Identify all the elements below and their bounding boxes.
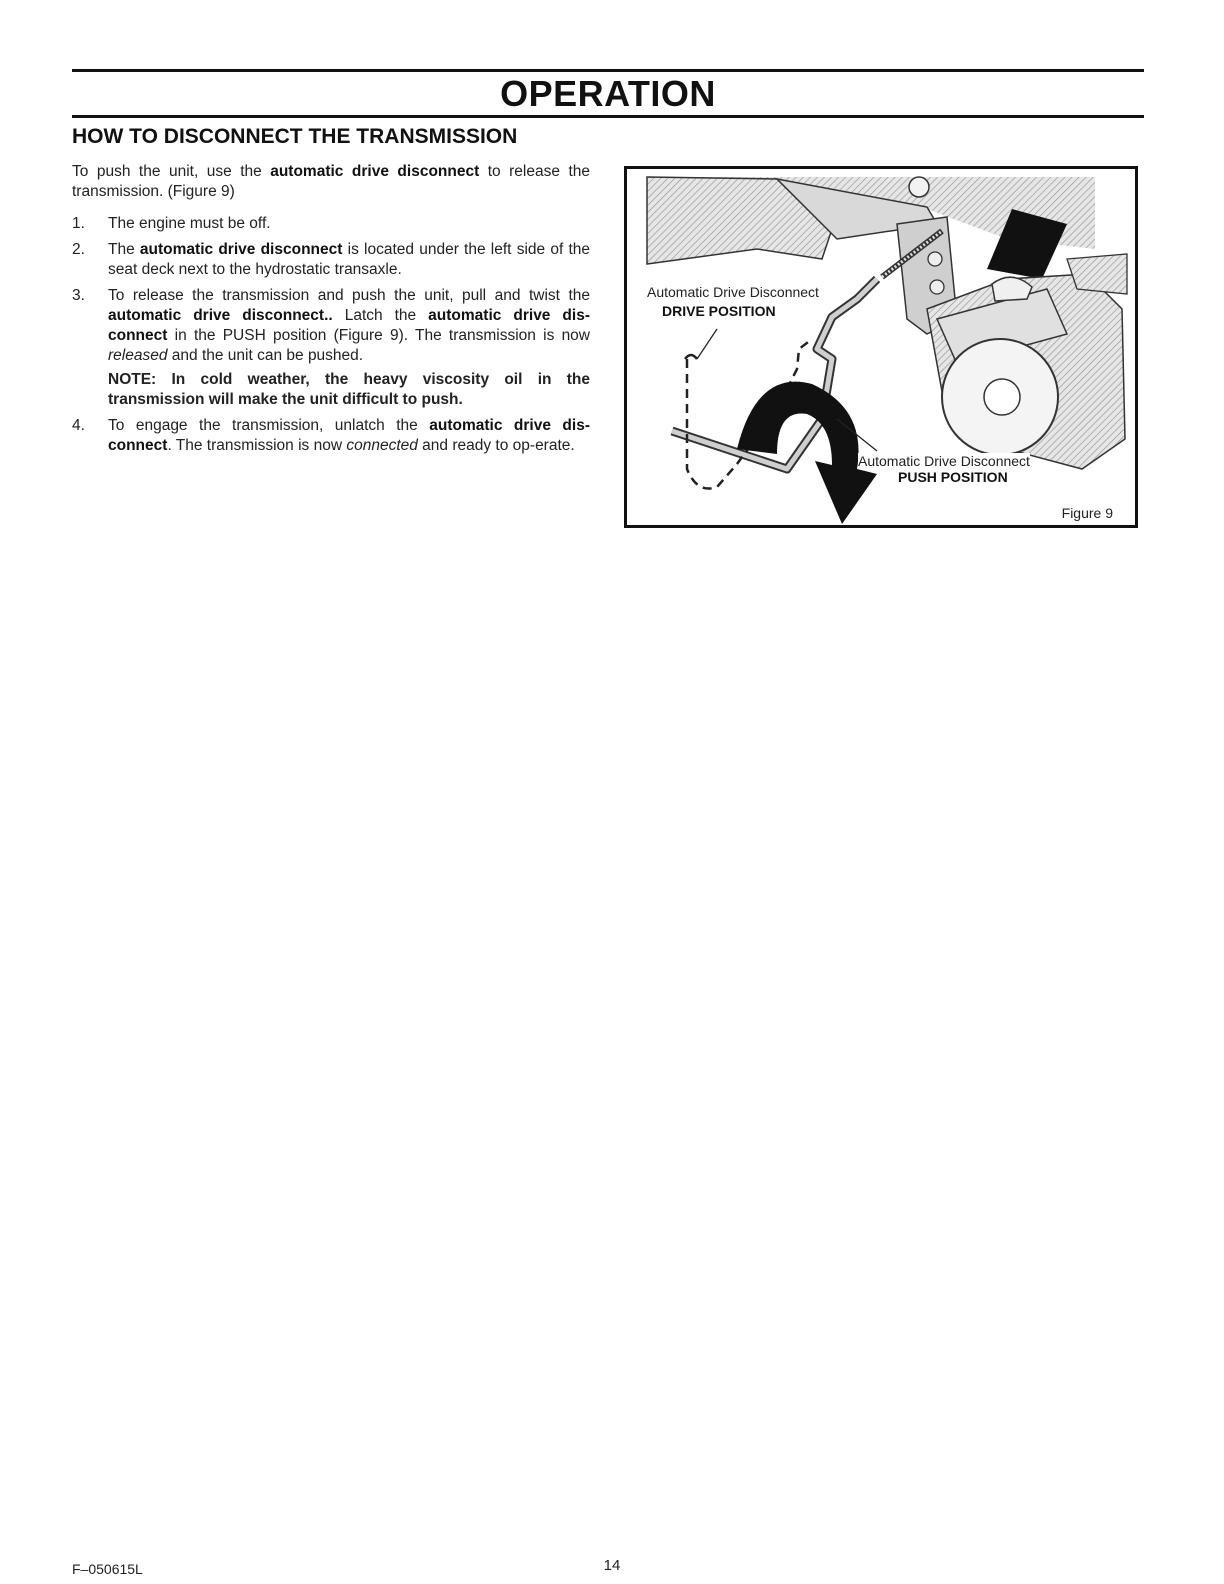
page-number: 14	[603, 1557, 621, 1574]
linkage-arm	[1067, 254, 1127, 294]
step-text: and ready to op-erate.	[417, 437, 575, 454]
step-text: Latch the	[332, 307, 429, 324]
step-text: To release the transmission and push the unit, pull and twist the	[108, 287, 590, 304]
step-2	[72, 240, 590, 280]
intro-text-end: to release the transmission. (Figure 9)	[72, 163, 590, 200]
push-label-name: Automatic Drive Disconnect	[858, 453, 1030, 469]
twist-arrow-icon	[737, 382, 877, 524]
push-label-position: PUSH POSITION	[898, 469, 1008, 485]
bolt-icon	[930, 280, 944, 294]
bolt-icon	[928, 252, 942, 266]
instructions-column	[72, 162, 590, 462]
step-text: The	[108, 241, 140, 258]
figure-caption: Figure 9	[1061, 505, 1113, 521]
step-text: is located under the left side of the seat deck next to the hydrostatic transaxle.	[108, 241, 591, 278]
step-4	[72, 416, 590, 456]
step-text: To engage the transmission, unlatch the	[108, 417, 430, 434]
step-italic-term: released	[108, 347, 168, 364]
step-1	[72, 214, 590, 234]
header-rule-bottom	[72, 115, 1144, 118]
drive-label-position: DRIVE POSITION	[662, 303, 776, 319]
document-code: F–050615L	[72, 1561, 143, 1577]
header-rule-top	[72, 69, 1144, 72]
section-heading: HOW TO DISCONNECT THE TRANSMISSION	[72, 125, 518, 148]
pulley-hub	[984, 379, 1020, 415]
step-bold-term: automatic drive dis-connect	[108, 307, 590, 344]
intro-bold-term: automatic drive disconnect	[270, 163, 480, 180]
intro-text-start: To push the unit, use the	[72, 163, 271, 180]
step-number: 4.	[72, 417, 85, 434]
steps-list	[72, 214, 590, 456]
step-number: 3.	[72, 287, 85, 304]
step-text: . The transmission is now	[167, 437, 347, 454]
step-bold-term: automatic drive disconnect	[139, 241, 343, 258]
step-bold-term: automatic drive disconnect..	[108, 307, 333, 324]
step-number: 2.	[72, 241, 85, 258]
figure-9	[624, 166, 1138, 528]
intro-paragraph	[72, 162, 590, 202]
bolt-icon	[909, 177, 929, 197]
step-bold-term: automatic drive dis-connect	[108, 417, 590, 454]
disconnect-illustration	[627, 169, 1135, 525]
step-3	[72, 286, 590, 410]
step-text: and the unit can be pushed.	[167, 347, 364, 364]
step-text: The engine must be off.	[108, 215, 271, 232]
drive-label-name: Automatic Drive Disconnect	[647, 284, 819, 300]
cold-weather-note: NOTE: In cold weather, the heavy viscosity oil in the transmission will make the unit difficult to push.	[108, 371, 590, 408]
step-text: in the PUSH position (Figure 9). The transmission is now	[167, 327, 590, 344]
drive-leader-line	[697, 329, 717, 359]
step-number: 1.	[72, 215, 85, 232]
step-italic-term: connected	[346, 437, 418, 454]
page-title: OPERATION	[500, 73, 716, 114]
